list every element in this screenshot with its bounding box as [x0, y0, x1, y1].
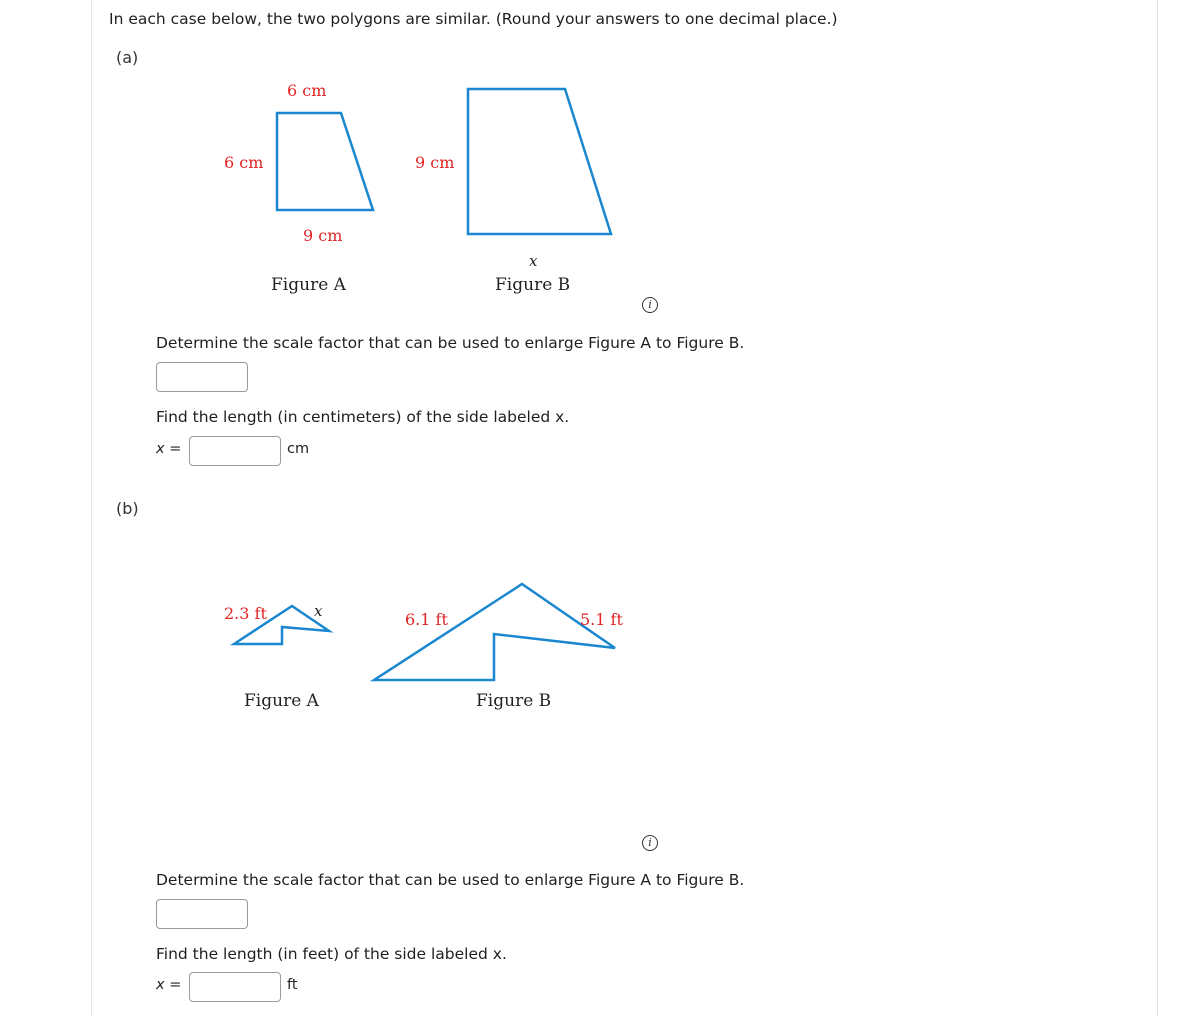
figure-b-left-measure: 9 cm [415, 153, 455, 172]
figure-b-caption: Figure B [476, 691, 552, 711]
part-a-label: (a) [116, 48, 139, 67]
part-a-scale-question: Determine the scale factor that can be used to enlarge Figure A to Figure B. [156, 334, 745, 352]
part-a-x-input[interactable] [189, 436, 281, 466]
x-variable: x [156, 977, 165, 993]
part-b-x-input[interactable] [189, 972, 281, 1002]
instructions-text: In each case below, the two polygons are similar. (Round your answers to one decimal place.) [109, 10, 838, 28]
figure-a-caption: Figure A [244, 691, 319, 711]
figure-b-right-measure: 5.1 ft [580, 610, 623, 629]
figure-a-x-label: x [314, 602, 323, 620]
part-b-label: (b) [116, 499, 139, 518]
figure-b-x-label: x [529, 252, 538, 270]
problem-frame [91, 0, 1158, 1017]
part-a-unit: cm [287, 441, 310, 457]
figure-a-side-measure: 2.3 ft [224, 604, 267, 623]
figure-b-left-measure: 6.1 ft [405, 610, 448, 629]
part-b-scale-input[interactable] [156, 899, 248, 929]
part-a-x-equals [156, 441, 181, 457]
figure-b-caption: Figure B [495, 275, 571, 295]
part-b-length-question: Find the length (in feet) of the side labeled x. [156, 945, 507, 963]
part-a-length-question: Find the length (in centimeters) of the side labeled x. [156, 408, 570, 426]
equals-sign: = [169, 977, 182, 993]
x-variable: x [156, 441, 165, 457]
figure-a-left-measure: 6 cm [224, 153, 264, 172]
figure-a-caption: Figure A [271, 275, 346, 295]
figure-a-bottom-measure: 9 cm [303, 226, 343, 245]
part-a-scale-input[interactable] [156, 362, 248, 392]
part-b-unit: ft [287, 977, 298, 993]
figure-a-top-measure: 6 cm [287, 81, 327, 100]
part-b-scale-question: Determine the scale factor that can be used to enlarge Figure A to Figure B. [156, 871, 745, 889]
info-icon[interactable]: i [642, 297, 658, 313]
part-b-x-equals [156, 977, 181, 993]
equals-sign: = [169, 441, 182, 457]
info-icon[interactable]: i [642, 835, 658, 851]
